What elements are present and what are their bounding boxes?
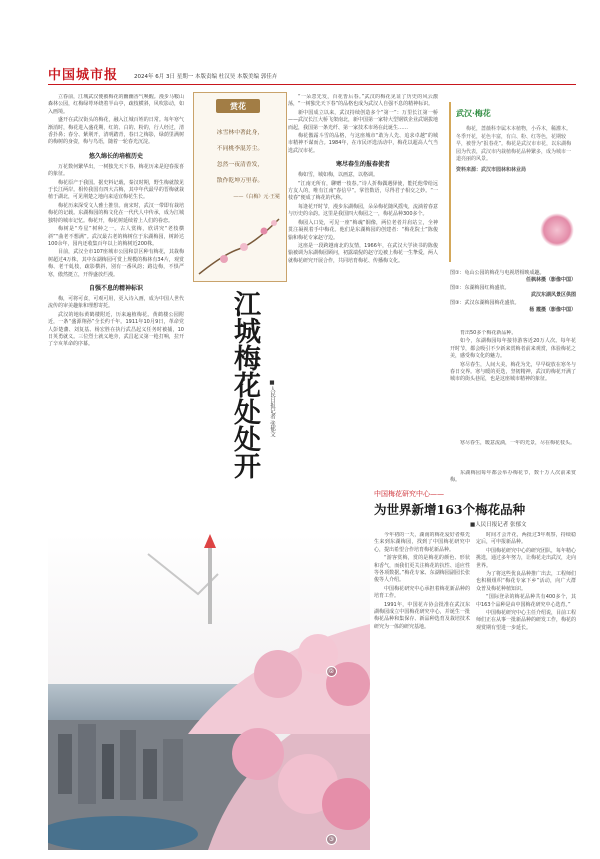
section2-column-left [374, 532, 470, 850]
photo-number: ③ [326, 834, 337, 845]
paragraph: 盛开在武汉街头的梅花，融入江城百姓的日常。每年寒气渐消时，梅花进入盛花期，红的、白的、粉的，行人经过，清香扑鼻；春分、紫荆开，清明踏青，春日之梅影，绿荫里满树的梅树的身姿，梅与鸟语，随着一轮春光沉淀。 [48, 117, 184, 146]
poem-line: 忽然一夜清香发， [216, 162, 264, 168]
paragraph: 中国梅花研究中心主任介绍说，目前工程师们正在从事一批新品种的研发工作，梅花的观赏期有望进一步延长。 [476, 610, 576, 631]
newspaper-logo: 中国城市报 [48, 68, 119, 83]
caption-credit: 杨 霞摄（影像中国） [529, 307, 576, 314]
caption-credit: 任枫林摄（影像中国） [525, 277, 576, 284]
paragraph: 梅花历来深受文人雅士推崇。南宋时，武汉一带即有栽培梅花的记载。东湖梅园的梅文化在一代代人中传承，成为江城独特的城市记忆。梅花开，梅花树延续着上人们的眷恋。 [48, 202, 184, 224]
photo-number: ② [326, 666, 337, 677]
paragraph: 如今，东湖梅园每年接待游客近20万人次。每年花开时节，都会吸引不少新来赏梅者前来观赏，体验梅花之美，感受梅文化的魅力。 [450, 338, 576, 360]
paragraph: 今年初的一天，湖南的梅花爱好者蔡先生来到东湖梅园，找到了中国梅花研究中心，提出希望合作培育梅花新品种。 [374, 532, 470, 553]
paragraph: “一朵忽先发，百花皆后春。”武汉的梅花见证了历史的风云激荡，“一树独先天下春”的品格也成为武汉人自强不息的精神标识。 [288, 94, 438, 108]
caption-credit: 武汉东湖风景区供图 [530, 292, 576, 299]
section2-byline: ■人民日报记者 张郁文 [470, 522, 527, 528]
paragraph: 1991年，中国花卉协会批准在武汉东湖梅园成立中国梅花研究中心，并诞生一批梅花品种和集保存、新品种选育及栽培技术研究为一体的研究基地。 [374, 601, 470, 630]
paragraph: 中国梅花研究中心承担着梅花新品种的培育工作。 [374, 585, 470, 600]
paragraph: 立春前，江城武汉便被梅花的幽幽香气唤醒。漫步马鞍山森林公园，红梅绿萼环绕着半山亭，疏枝横斜，风吹影动，如入画境。 [48, 94, 184, 115]
paragraph: 梅如雪，城如梅，以画意，以格调。 [298, 172, 379, 179]
paragraph: 中国梅花研究中心的研究团队，每年精心挑选，通过多年努力，让梅花走出武汉，走向世界。 [476, 547, 576, 569]
middle-column [288, 94, 438, 484]
right-column-cont [450, 470, 576, 484]
poem-line: 不同桃李混芳尘。 [216, 146, 264, 152]
paragraph: 每逢花开时节，漫步东湖梅园，朵朵梅花随风摇曳，流淌着春意与历史的余韵。这里是我国四大梅园之一，梅花品种300多个。 [288, 203, 438, 218]
subheading: 寒尽春生的报春使者 [335, 161, 390, 169]
paragraph: 武汉的地标黄鹤楼附近，历来遍植梅花。黄鹤楼公园附近，一条“盛源翔孙”全长约千年。1911年10月9日，革命党人彭楚藩、刘复基、杨宏胜在执行武昌起义任务时被捕，10日英勇就义。三位烈士就义地旁，武昌起义第一枪打响，拉开了辛亥革命的序幕。 [48, 311, 184, 348]
paragraph: 育出50多个梅花新品种。 [460, 330, 517, 336]
photo-captions [450, 270, 576, 314]
paragraph: “江南无所有，聊赠一枝春。”诗人折梅偶遇驿使，能托他带给远方友人的，唯有江南“春信早”。掌管数语，尽得君子相交之妙。“一枝春”便成了梅花的代称。 [288, 180, 438, 202]
subheading: 悠久绵长的培植历史 [88, 152, 143, 160]
plum-blossom-icon [540, 213, 574, 247]
paragraph: “游客赏梅，赏的是梅花的颜色、形状和香气，而我们更关注梅花的抗性、适应性等各项数据。”梅花专家、东湖梅园副园长张俊等人介绍。 [374, 555, 470, 584]
header-divider [48, 84, 576, 85]
poem-source: ——《白梅》元·王冕 [233, 194, 280, 200]
paragraph: 寒尽春生，暖意流淌，一年的光景，尽在梅花枝头。 [460, 440, 576, 446]
paragraph: 这座是一段跨越南北的友情，1966年，在武汉大学读书的陈俊愉被调为东湖梅园顾问，初露端倪的赵守边被上梅花一生挚爱，两人就梅花研究开展合作，共同培育梅花、传播梅文化。 [288, 242, 438, 264]
masthead [0, 0, 600, 88]
dateline: 2024年 6月 3日 星期一 本版责编 杜汉昊 本版美编 郭佳卉 [134, 74, 278, 80]
paragraph: 梅花原产于我国。据史料记载，秦汉时期，野生梅就散见于长江两岸。相传我国有四大古梅，其中年代最早的晋梅就栽植于湖北，可见荆楚之地向来适宜梅花生长。 [48, 179, 184, 201]
plum-branch-icon [194, 209, 284, 279]
paragraph: 梅花傲霜斗雪的品格，与这座城市“敢为人先、追求卓越”的城市精神不谋而合。1984年，在市民评选活动中，梅花以超高人气当选武汉市花。 [288, 133, 438, 154]
photo-collage [48, 534, 370, 850]
headline-byline: ■人民日报记者 张郁文 [269, 380, 275, 438]
caption-line: 图②：东湖梅园红梅盛放。 [450, 284, 510, 291]
poem-box [193, 92, 287, 282]
paragraph: 为了将这些优良品种推广出去，工程师们也积极组织“梅花专家下乡”活动，向广大群众普及梅花种植知识。 [476, 571, 576, 592]
paragraph: 梅，可将可食，可观可用，更入诗入画，成为中国人世代流传的审美趣象和理想寄托。 [48, 295, 184, 310]
section2-headline: 为世界新增163个梅花品种 [374, 502, 526, 517]
paragraph: 目前，武汉全市107座城市公园和景区种有梅花，其栽梅树超过4万株，其中东湖梅园可赏上规模的梅林有34片，观赏梅、老干虬枝，疏影横斜，别有一番风韵；路边梅，不惧严寒，傲然挺立，开得盛放烂漫。 [48, 249, 184, 278]
paragraph: 东湖梅园每年都会举办梅花节，数十万人次前来赏梅。 [450, 470, 576, 484]
section2-column-right [476, 532, 576, 850]
city-plum-photo [48, 534, 370, 850]
paragraph: 梅树是“寿星”树种之一。古人赏梅，欣讲究“老枝横斜”“曲老不想满”。武汉最古老的梅树位于东湖梅园，树龄达100余年，园内还收集百年以上的梅树近200株。 [48, 226, 184, 247]
paragraph: “国际登录的梅花品种共有400多个，其中163个品种是由中国梅花研究中心选育。” [476, 594, 576, 608]
sidebar-body: 梅花，蔷薇科李属木本植物，小乔木，稀灌木。冬季开花，花色丰富，有白、粉、红等色，花期较早，被誉为“报春花”。梅花是武汉市市花，以东湖梅园为代表，武汉市内栽植梅花品种繁多，成为城市一道亮丽的风景。 [456, 126, 572, 163]
page-headline: 江城梅花处处开 [229, 290, 260, 479]
caption-line: 图①：龟山公园的梅花与电视塔相映成趣。 [450, 270, 545, 276]
subheading: 自强不息的精神标识 [88, 284, 143, 292]
paragraph: 时间才会开花，两批过3年观察，持续稳定后，可申报新品种。 [476, 532, 576, 546]
paragraph: 梅园入口处，可见一座“梅魂”铜像，两位老者并肩站立，全神贯注凝视着手中梅花。他们是东湖梅园的创建者：“梅花院士”陈俊愉和梅花专家赵守边。 [288, 219, 438, 241]
poem-title: 赏花 [216, 99, 260, 113]
sidebar-heading: 武汉·梅花 [456, 108, 491, 118]
paragraph: 寒尽春生，人间大美。梅花为先，早早绽放在寒冬与春日交界。寒与暖的更迭，坚韧精神，武汉的梅花开满了城市的街头巷尾，也是这座城市精神的象征。 [450, 361, 576, 383]
paragraph: 万花数何繁华出，一树独先天下春，梅花历来是迎春报喜的象征。 [48, 163, 184, 178]
section2-kicker: 中国梅花研究中心—— [374, 490, 444, 498]
sidebar-text [456, 126, 574, 175]
poem-line: 散作乾坤万里春。 [216, 178, 264, 184]
poem-line: 冰雪林中著此身， [216, 130, 264, 136]
paragraph: 新中国成立以来，武汉持续创造多个“第一”：万里长江第一桥——武汉长江大桥飞架南北，新中国第一家特大型钢铁企业武钢拔地而起，我国第一条光纤、第一家技术市场在此诞生…… [288, 109, 438, 131]
left-column [48, 94, 184, 492]
sidebar-source: 资料来源：武汉市园林和林业局 [456, 166, 527, 173]
caption-line: 图③：武汉东湖梅园梅花盛放。 [450, 299, 520, 306]
